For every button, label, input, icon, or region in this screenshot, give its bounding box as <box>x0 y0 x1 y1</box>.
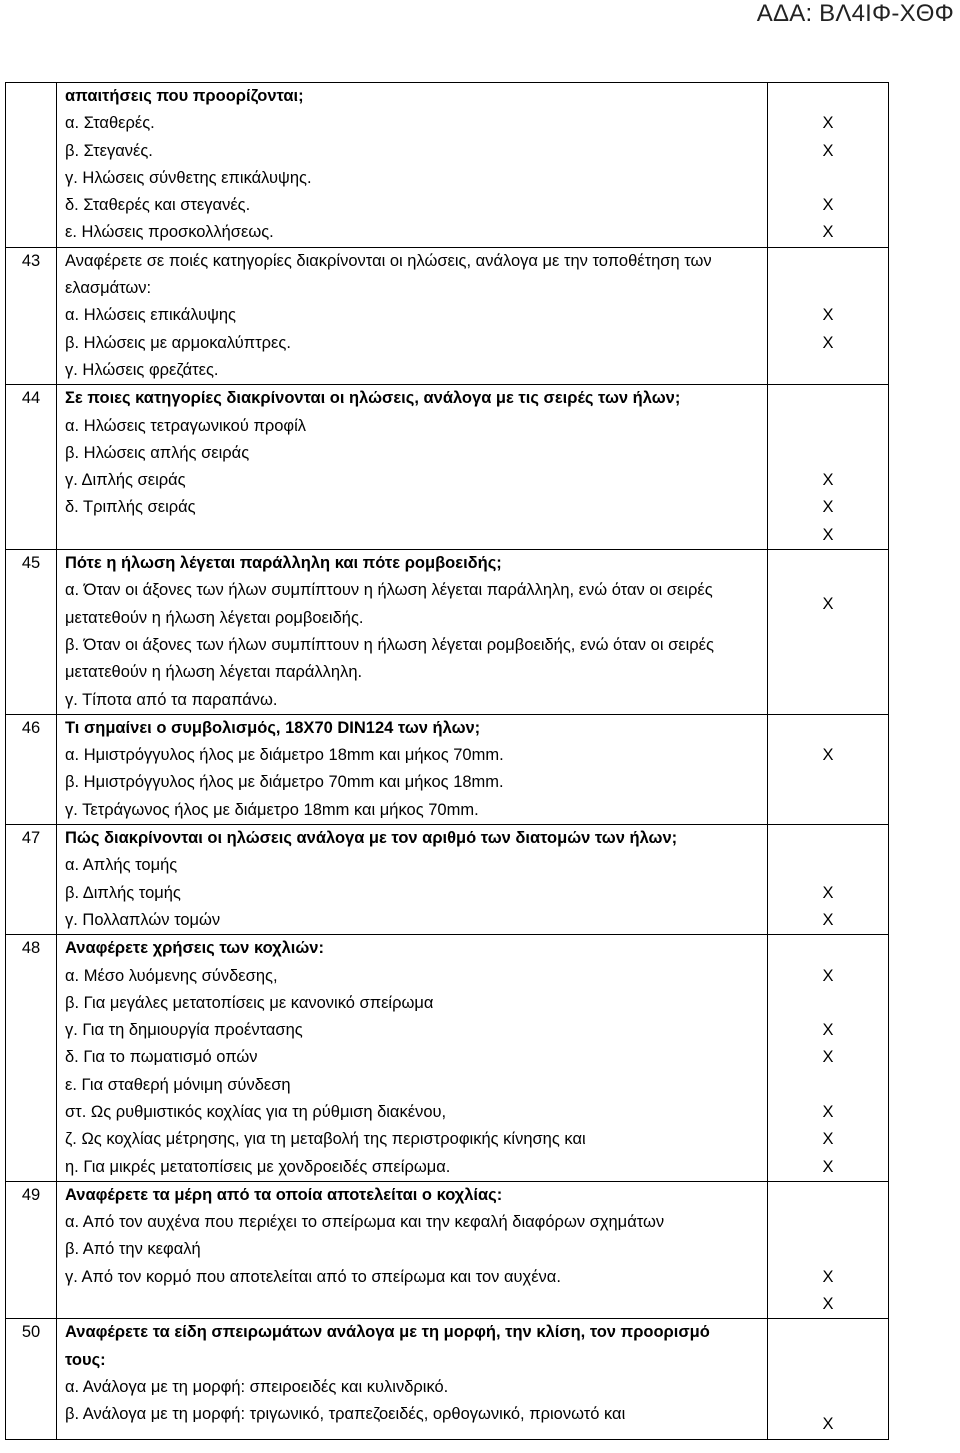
question-number: 50 <box>6 1319 57 1439</box>
correct-mark: Χ <box>822 1130 834 1149</box>
question-text <box>57 825 768 935</box>
answer-option: γ. Ηλώσεις φρεζάτες. <box>65 360 219 379</box>
correct-mark: Χ <box>822 525 834 544</box>
answer-option: στ. Ως ρυθμιστικός κοχλίας για τη ρύθμιση διακένου, <box>65 1102 447 1121</box>
correct-mark: Χ <box>822 1267 834 1286</box>
question-title: Αναφέρετε τα είδη σπειρωμάτων ανάλογα με τη μορφή, την κλίση, τον προορισμό τους: <box>65 1323 710 1369</box>
ada-code: ΑΔΑ: ΒΛ4ΙΦ-ΧΘΦ <box>756 0 954 27</box>
table-row <box>6 1319 889 1439</box>
question-text <box>57 1319 768 1439</box>
question-table <box>5 82 889 1440</box>
question-text <box>57 385 768 550</box>
answer-option: ε. Ηλώσεις προσκολλήσεως. <box>65 223 274 242</box>
answer-option: γ. Διπλής σειράς <box>65 471 186 490</box>
question-number: 44 <box>6 385 57 550</box>
correct-mark: Χ <box>822 498 834 517</box>
answer-option: α. Ηλώσεις επικάλυψης <box>65 306 237 325</box>
answer-option: α. Ανάλογα με τη μορφή: σπειροειδές και κυλινδρικό. <box>65 1377 449 1396</box>
question-title: απαιτήσεις που προορίζονται; <box>65 87 304 105</box>
correct-mark: Χ <box>822 1415 834 1434</box>
answer-option: ε. Για σταθερή μόνιμη σύνδεση <box>65 1075 291 1094</box>
correct-mark: Χ <box>822 223 834 242</box>
table-row <box>6 825 889 935</box>
answer-marks <box>768 83 889 248</box>
answer-marks <box>768 550 889 715</box>
answer-option: γ. Πολλαπλών τομών <box>65 910 221 929</box>
answer-option: β. Ανάλογα με τη μορφή: τριγωνικό, τραπεζοειδές, ορθογωνικό, πριονωτό και <box>65 1405 626 1424</box>
answer-marks <box>768 385 889 550</box>
answer-option: α. Σταθερές. <box>65 114 155 133</box>
answer-option: δ. Τριπλής σειράς <box>65 498 196 517</box>
answer-marks <box>768 1319 889 1439</box>
question-title: Σε ποιες κατηγορίες διακρίνονται οι ηλώσεις, ανάλογα με τις σειρές των ήλων; <box>65 389 681 408</box>
question-text <box>57 550 768 715</box>
correct-mark: Χ <box>822 883 834 902</box>
answer-option: γ. Ηλώσεις σύνθετης επικάλυψης. <box>65 168 312 187</box>
correct-mark: Χ <box>822 196 834 215</box>
question-text <box>57 714 768 824</box>
correct-mark: Χ <box>822 594 834 613</box>
answer-option: δ. Για το πωματισμό οπών <box>65 1048 258 1067</box>
answer-option: β. Στεγανές. <box>65 141 153 160</box>
question-number: 46 <box>6 714 57 824</box>
question-text <box>57 1181 768 1318</box>
question-number: 47 <box>6 825 57 935</box>
answer-option: β. Όταν οι άξονες των ήλων συμπίπτουν η ήλωση λέγεται ρομβοειδής, ενώ όταν οι σειρές μετατεθούν η ήλωση λέγεται παράλληλη. <box>65 635 714 682</box>
answer-option: ζ. Ως κοχλίας μέτρησης, για τη μεταβολή της περιστροφικής κίνησης και <box>65 1130 586 1149</box>
table-row <box>6 247 889 384</box>
question-title: Αναφέρετε σε ποιές κατηγορίες διακρίνονται οι ηλώσεις, ανάλογα με την τοποθέτηση των ελασμάτων: <box>65 251 712 298</box>
answer-option: δ. Σταθερές και στεγανές. <box>65 196 251 215</box>
answer-marks <box>768 1181 889 1318</box>
answer-option: α. Μέσο λυόμενης σύνδεσης, <box>65 966 278 985</box>
answer-marks <box>768 714 889 824</box>
answer-marks <box>768 825 889 935</box>
table-row <box>6 550 889 715</box>
correct-mark: Χ <box>822 910 834 929</box>
question-number: 45 <box>6 550 57 715</box>
question-title: Αναφέρετε χρήσεις των κοχλιών: <box>65 939 324 958</box>
answer-marks <box>768 247 889 384</box>
correct-mark: Χ <box>822 1295 834 1314</box>
correct-mark: Χ <box>822 1021 834 1040</box>
answer-marks <box>768 935 889 1182</box>
correct-mark: Χ <box>822 1157 834 1176</box>
question-text <box>57 247 768 384</box>
table-row <box>6 385 889 550</box>
correct-mark: Χ <box>822 333 834 352</box>
answer-option: β. Διπλής τομής <box>65 883 181 902</box>
answer-option: α. Ηλώσεις τετραγωνικού προφίλ <box>65 416 307 435</box>
correct-mark: Χ <box>822 1048 834 1067</box>
question-text <box>57 83 768 248</box>
answer-option: β. Ηλώσεις με αρμοκαλύπτρες. <box>65 333 291 352</box>
answer-option: β. Για μεγάλες μετατοπίσεις με κανονικό σπείρωμα <box>65 993 434 1012</box>
answer-option: α. Όταν οι άξονες των ήλων συμπίπτουν η ήλωση λέγεται παράλληλη, ενώ όταν οι σειρές μετατεθούν η ήλωση λέγεται ρομβοειδής. <box>65 581 713 627</box>
table-row <box>6 1181 889 1318</box>
answer-option: α. Απλής τομής <box>65 856 178 875</box>
correct-mark: Χ <box>822 114 834 133</box>
question-title: Τι σημαίνει ο συμβολισμός, 18Χ70 DIN124 των ήλων; <box>65 718 481 737</box>
correct-mark: Χ <box>822 141 834 160</box>
answer-option: γ. Τίποτα από τα παραπάνω. <box>65 690 278 709</box>
answer-option: β. Από την κεφαλή <box>65 1240 201 1259</box>
table-row <box>6 935 889 1182</box>
question-title: Πώς διακρίνονται οι ηλώσεις ανάλογα με τον αριθμό των διατομών των ήλων; <box>65 829 678 848</box>
correct-mark: Χ <box>822 471 834 490</box>
question-number: 49 <box>6 1181 57 1318</box>
question-title: Πότε η ήλωση λέγεται παράλληλη και πότε ρομβοειδής; <box>65 554 502 573</box>
correct-mark: Χ <box>822 746 834 765</box>
answer-option: γ. Από τον κορμό που αποτελείται από το σπείρωμα και τον αυχένα. <box>65 1267 561 1286</box>
question-number: 48 <box>6 935 57 1182</box>
answer-option: α. Από τον αυχένα που περιέχει το σπείρωμα και την κεφαλή διαφόρων σχημάτων <box>65 1213 665 1232</box>
correct-mark: Χ <box>822 1102 834 1121</box>
answer-option: α. Ημιστρόγγυλος ήλος με διάμετρο 18mm και μήκος 70mm. <box>65 746 504 765</box>
correct-mark: Χ <box>822 966 834 985</box>
table-row <box>6 714 889 824</box>
question-text <box>57 935 768 1182</box>
question-number <box>6 83 57 248</box>
answer-option: β. Ημιστρόγγυλος ήλος με διάμετρο 70mm και μήκος 18mm. <box>65 773 504 792</box>
question-title: Αναφέρετε τα μέρη από τα οποία αποτελείται ο κοχλίας: <box>65 1185 503 1204</box>
correct-mark: Χ <box>822 306 834 325</box>
answer-option: η. Για μικρές μετατοπίσεις με χονδροειδές σπείρωμα. <box>65 1157 451 1176</box>
table-row <box>6 83 889 248</box>
answer-option: γ. Τετράγωνος ήλος με διάμετρο 18mm και μήκος 70mm. <box>65 800 479 819</box>
question-number: 43 <box>6 247 57 384</box>
answer-option: γ. Για τη δημιουργία προέντασης <box>65 1021 303 1040</box>
answer-option: β. Ηλώσεις απλής σειράς <box>65 443 250 462</box>
